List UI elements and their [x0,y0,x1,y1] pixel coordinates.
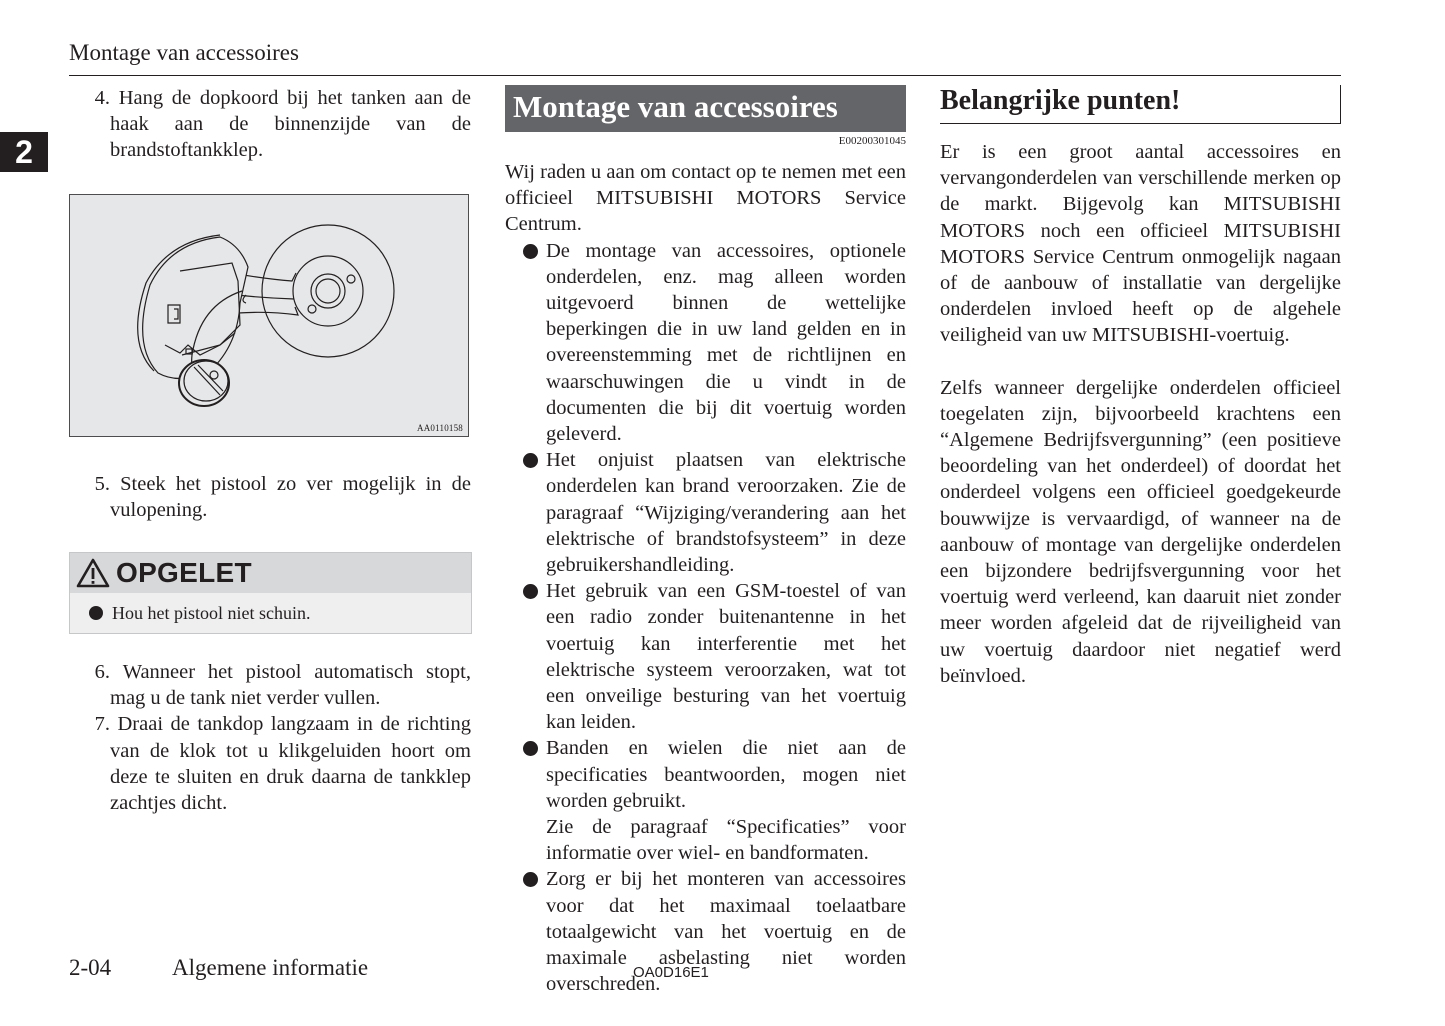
bullet-text: Zorg er bij het monteren van accessoires voor dat het maximaal toelaatbare totaalgewicht van het voertuig en de maximale asbelasting niet worden overschreden. [546,868,906,996]
step-text: Steek het pistool zo ver mogelijk in de vulopening. [110,472,472,521]
bullet-item [505,447,906,578]
caution-title: OPGELET [116,557,252,589]
running-head-title: Montage van accessoires [69,40,299,65]
bullet-item [505,735,906,866]
bullet-icon [523,741,538,756]
bullet-text: Banden en wielen die niet aan de specificaties beantwoorden, mogen niet worden gebruikt. [546,737,906,812]
caution-header [70,553,471,593]
left-column [69,85,471,816]
intro-paragraph: Wij raden u aan om contact op te nemen met een officieel MITSUBISHI MOTORS Service Centrum. [505,161,906,236]
document-code: OA0D16E1 [633,964,709,981]
step-number: 5. [94,472,110,495]
paragraph: Zelfs wanneer dergelijke onderdelen officieel toegelaten zijn, bijvoorbeeld krachtens een “Algemene Bedrijfsvergunning” (een positieve beoordeling van het onderdeel) of doordat het onderdeel volgens een officieel goedgekeurde bouwwijze is vervaardigd, of wanneer na de aanbouw of montage van dergelijke onderdelen een bijzondere bedrijfsvergunning voor het voertuig werd verleend, kan daaruit niet zonder meer worden afgeleid dat de rijveiligheid van uw voertuig daardoor niet negatief werd beïnvloed. [940,376,1341,687]
bullet-icon [89,606,103,620]
bullet-text: De montage van accessoires, optionele onderdelen, enz. mag alleen worden uitgevoerd binnen de wettelijke beperkingen die in uw land gelden en in overeenstemming met de richtlijnen en waarschuwingen die u vindt in de documenten die bij dit voertuig worden geleverd. [546,239,906,446]
step-item [69,659,471,711]
step-text: Wanneer het pistool automatisch stopt, mag u de tank niet verder vullen. [110,661,471,710]
page-number: 2-04 [69,955,112,980]
step-text: Hang de dopkoord bij het tanken aan de haak aan de binnenzijde van de brandstoftankklep. [110,87,471,162]
caution-item [70,593,471,633]
important-points-title: Belangrijke punten! [940,85,1341,124]
middle-column [505,85,906,998]
bullet-icon [523,584,538,599]
bullet-text-group [546,735,906,866]
caution-box [69,552,472,634]
step-number: 7. [94,713,110,736]
chapter-tab: 2 [0,132,48,172]
footer-section-name: Algemene informatie [172,955,369,980]
paragraph: Er is een groot aantal accessoires en vervangonderdelen van verschillende merken op de markt. Bijgevolg kan MITSUBISHI MOTORS noch een officieel MITSUBISHI MOTORS Service Centrum onmogelijk nagaan of de aanbouw of installatie van dergelijke onderdelen invloed heeft op de algehele veiligheid van uw MITSUBISHI-voertuig. [940,141,1341,347]
section-title-bar: Montage van accessoires [505,85,906,132]
bullet-item [505,578,906,735]
step-number: 6. [94,661,110,684]
fuel-cap-illustration-icon [70,195,468,436]
caution-text: Hou het pistool niet schuin. [112,602,311,623]
bullet-text: Het gebruik van een GSM-toestel of van een radio zonder buitenantenne in het voertuig kan interferentie met het elektrische systeem veroorzaken, wat tot een onveilige besturing van het voertuig kan leiden. [546,580,906,734]
step-item [69,85,471,164]
step-text: Draai de tankdop langzaam in de richting van de klok tot u klikgeluiden hoort om deze te sluiten en druk daarna de tankklep zachtjes dicht. [110,713,471,815]
bullet-note: Zie de paragraaf “Specificaties” voor informatie over wiel- en bandformaten. [546,816,906,865]
step-number: 4. [94,87,110,109]
fuel-cap-figure [69,194,469,437]
bullet-icon [523,872,538,887]
right-column [940,85,1341,689]
figure-code: AA0110158 [417,422,463,433]
bullet-text: Het onjuist plaatsen van elektrische onderdelen kan brand veroorzaken. Zie de paragraaf “Wijziging/verandering aan het elektrische of brandstofsysteem” in deze gebruikershandleiding. [546,449,906,577]
step-item [69,471,471,523]
bullet-icon [523,244,538,259]
section-code: E00200301045 [838,135,906,147]
header-rule [69,75,1341,76]
step-item [69,711,471,816]
bullet-icon [523,453,538,468]
warning-triangle-icon [76,558,110,588]
bullet-item [505,238,906,448]
